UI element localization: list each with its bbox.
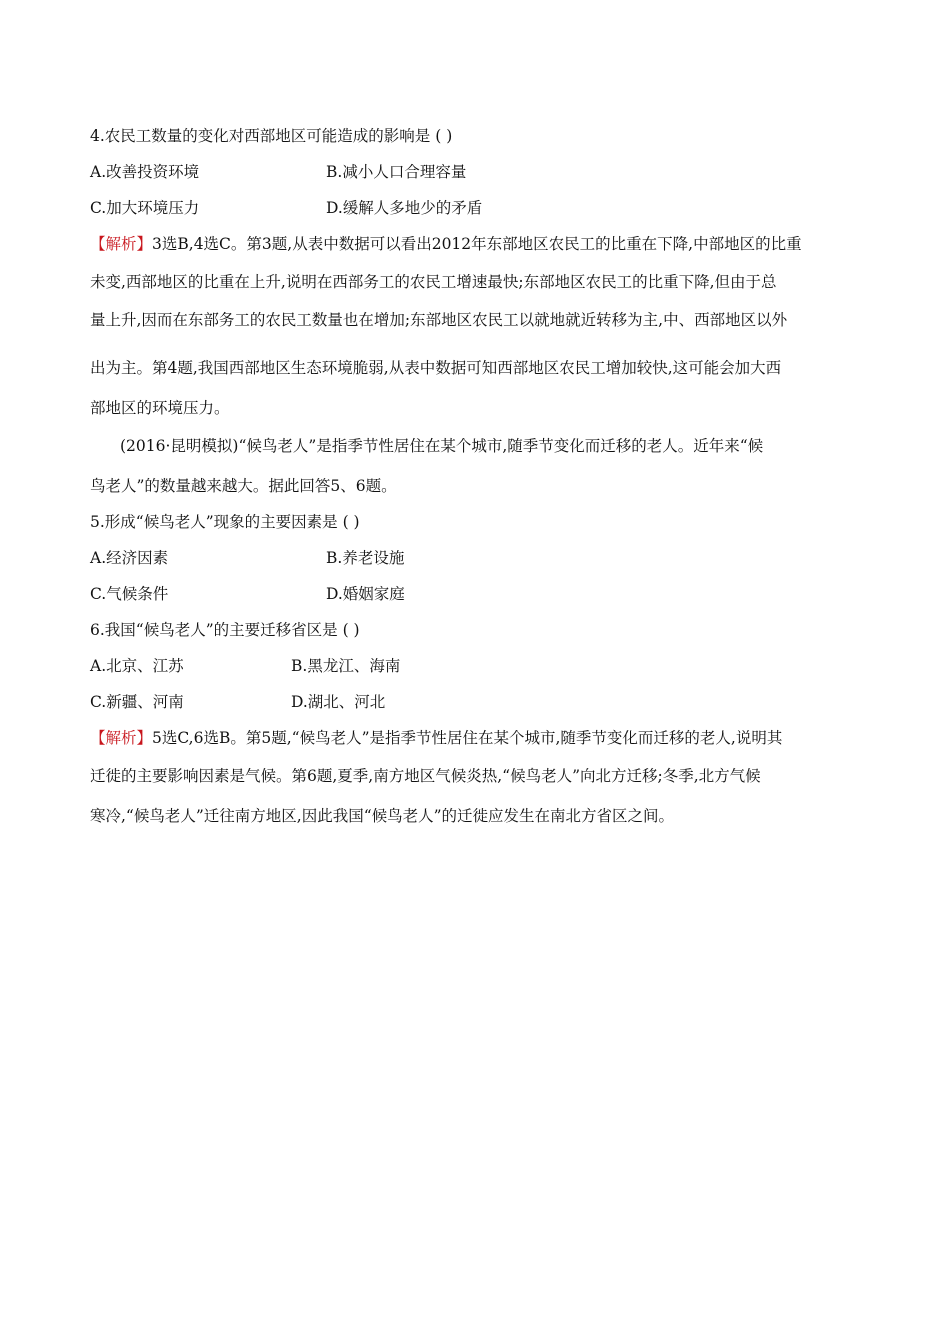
question-4-option-c: C.加大环境压力 [90, 199, 200, 217]
question-5-option-d: D.婚姻家庭 [326, 585, 405, 603]
question-6-option-d: D.湖北、河北 [291, 693, 386, 711]
question-4-option-d: D.缓解人多地少的矛盾 [326, 199, 483, 217]
question-4-option-b: B.减小人口合理容量 [326, 163, 467, 181]
question-6-option-c: C.新疆、河南 [90, 693, 184, 711]
question-5-option-b: B.养老设施 [326, 549, 405, 567]
question-6-option-b: B.黑龙江、海南 [291, 657, 401, 675]
question-5-option-c: C.气候条件 [90, 585, 169, 603]
analysis-2-text: 5选C,6选B。第5题,“候鸟老人”是指季节性居住在某个城市,随季节变化而迁移的老人,说明其 [152, 729, 783, 747]
question-6-option-a: A.北京、江苏 [90, 657, 184, 675]
analysis-tag: 【解析】 [90, 729, 153, 747]
analysis-2-line-3: 寒冷,“候鸟老人”迁往南方地区,因此我国“候鸟老人”的迁徙应发生在南北方省区之间。 [90, 807, 675, 825]
analysis-1-line-3: 量上升,因而在东部务工的农民工数量也在增加;东部地区农民工以就地就近转移为主,中、西部地区以外 [90, 311, 788, 329]
analysis-1-text: 3选B,4选C。第3题,从表中数据可以看出2012年东部地区农民工的比重在下降,中部地区的比重 [152, 235, 802, 253]
analysis-1-line-2: 未变,西部地区的比重在上升,说明在西部务工的农民工增速最快;东部地区农民工的比重下降,但由于总 [90, 273, 777, 291]
analysis-1-line-5: 部地区的环境压力。 [90, 399, 230, 417]
question-4-option-a: A.改善投资环境 [90, 163, 200, 181]
question-4-stem: 4.农民工数量的变化对西部地区可能造成的影响是 ( ) [90, 127, 453, 145]
analysis-1-line-1 [90, 234, 802, 254]
question-5-option-a: A.经济因素 [90, 549, 169, 567]
analysis-2-line-1 [90, 728, 782, 748]
intro-line-1: (2016·昆明模拟)“候鸟老人”是指季节性居住在某个城市,随季节变化而迁移的老人。近年来“候 [120, 437, 764, 455]
analysis-tag: 【解析】 [90, 235, 153, 253]
analysis-1-line-4: 出为主。第4题,我国西部地区生态环境脆弱,从表中数据可知西部地区农民工增加较快,这可能会加大西 [90, 359, 782, 377]
intro-line-2: 鸟老人”的数量越来越大。据此回答5、6题。 [90, 477, 397, 495]
question-5-stem: 5.形成“候鸟老人”现象的主要因素是 ( ) [90, 513, 360, 531]
analysis-2-line-2: 迁徙的主要影响因素是气候。第6题,夏季,南方地区气候炎热,“候鸟老人”向北方迁移;冬季,北方气候 [90, 767, 761, 785]
question-6-stem: 6.我国“候鸟老人”的主要迁移省区是 ( ) [90, 621, 360, 639]
